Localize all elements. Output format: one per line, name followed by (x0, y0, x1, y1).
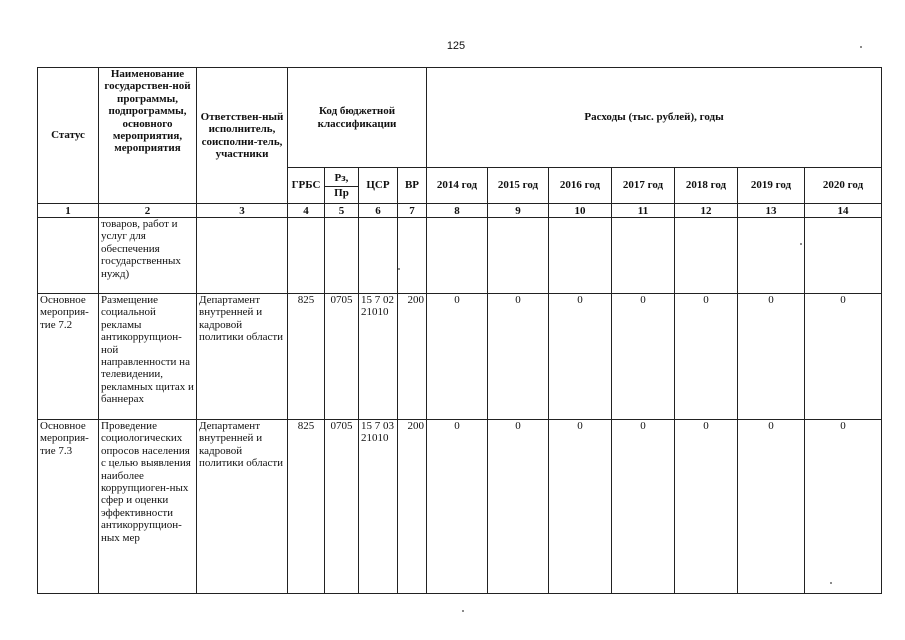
header-year-2018: 2018 год (675, 168, 738, 204)
row-name: товаров, работ и услуг для обеспечения государственных нужд) (99, 218, 197, 294)
header-rz: Рз, (325, 172, 359, 186)
row-value-2019: 0 (738, 294, 805, 420)
column-number: 12 (675, 204, 738, 218)
header-status: Статус (38, 68, 99, 204)
row-value-2018: 0 (675, 420, 738, 594)
column-number: 5 (325, 204, 359, 218)
row-value-2018 (675, 218, 738, 294)
header-year-2019: 2019 год (738, 168, 805, 204)
header-year-2017: 2017 год (612, 168, 675, 204)
row-rzpr: 0705 (325, 294, 359, 420)
row-name: Размещение социальной рекламы антикоррупцион-ной направленности на телевидении, рекламных щитах и баннерах (99, 294, 197, 420)
row-value-2019: 0 (738, 420, 805, 594)
row-executor: Департамент внутренней и кадровой политики области (197, 294, 288, 420)
row-grbs: 825 (288, 420, 325, 594)
row-value-2020 (805, 218, 882, 294)
row-value-2020: 0 (805, 420, 882, 594)
row-status (38, 218, 99, 294)
header-budget-code: Код бюджетной классификации (288, 68, 427, 168)
row-value-2015: 0 (488, 294, 549, 420)
scan-speck (860, 46, 862, 48)
column-number: 8 (427, 204, 488, 218)
row-value-2015 (488, 218, 549, 294)
row-rzpr: 0705 (325, 420, 359, 594)
row-vr: 200 (398, 294, 427, 420)
row-value-2016 (549, 218, 612, 294)
row-status: Основное мероприя-тие 7.3 (38, 420, 99, 594)
header-executor: Ответствен-ный исполнитель, соисполни-тель, участники (197, 68, 288, 204)
table-row (38, 218, 882, 294)
column-number: 9 (488, 204, 549, 218)
row-status: Основное мероприя-тие 7.2 (38, 294, 99, 420)
scan-speck (830, 582, 832, 584)
column-numbers-row (38, 204, 882, 218)
row-name: Проведение социологических опросов населения с целью выявления наиболее коррупциоген-ных сфер и оценки эффективности антикоррупцион-ных мер (99, 420, 197, 594)
header-vr: ВР (398, 168, 427, 204)
row-executor: Департамент внутренней и кадровой политики области (197, 420, 288, 594)
row-value-2017 (612, 218, 675, 294)
table-row (38, 420, 882, 594)
column-number: 13 (738, 204, 805, 218)
header-csr: ЦСР (359, 168, 398, 204)
scan-speck (398, 268, 400, 270)
row-value-2016: 0 (549, 294, 612, 420)
row-grbs: 825 (288, 294, 325, 420)
column-number: 4 (288, 204, 325, 218)
row-vr (398, 218, 427, 294)
row-value-2014: 0 (427, 294, 488, 420)
header-expenses: Расходы (тыс. рублей), годы (427, 68, 882, 168)
row-value-2017: 0 (612, 294, 675, 420)
row-value-2018: 0 (675, 294, 738, 420)
column-number: 6 (359, 204, 398, 218)
row-value-2017: 0 (612, 420, 675, 594)
scan-speck (462, 610, 464, 612)
row-executor (197, 218, 288, 294)
row-value-2014: 0 (427, 420, 488, 594)
row-value-2020: 0 (805, 294, 882, 420)
column-number: 11 (612, 204, 675, 218)
row-value-2014 (427, 218, 488, 294)
page-number: 125 (446, 40, 466, 52)
column-number: 7 (398, 204, 427, 218)
column-number: 2 (99, 204, 197, 218)
row-vr: 200 (398, 420, 427, 594)
row-value-2019 (738, 218, 805, 294)
column-number: 1 (38, 204, 99, 218)
header-pr: Пр (334, 186, 349, 199)
scan-speck (800, 243, 802, 245)
column-number: 3 (197, 204, 288, 218)
header-row (38, 68, 882, 168)
row-grbs (288, 218, 325, 294)
table-row (38, 294, 882, 420)
row-value-2015: 0 (488, 420, 549, 594)
row-csr (359, 218, 398, 294)
header-year-2020: 2020 год (805, 168, 882, 204)
header-program-name: Наименование государствен-ной программы, подпрограммы, основного мероприятия, мероприятия (99, 68, 197, 204)
header-year-2015: 2015 год (488, 168, 549, 204)
row-rzpr (325, 218, 359, 294)
row-csr: 15 7 02 21010 (359, 294, 398, 420)
header-grbs: ГРБС (288, 168, 325, 204)
column-number: 14 (805, 204, 882, 218)
column-number: 10 (549, 204, 612, 218)
header-rzpr (325, 168, 359, 204)
row-value-2016: 0 (549, 420, 612, 594)
row-csr: 15 7 03 21010 (359, 420, 398, 594)
budget-table (37, 67, 882, 594)
header-year-2014: 2014 год (427, 168, 488, 204)
header-year-2016: 2016 год (549, 168, 612, 204)
